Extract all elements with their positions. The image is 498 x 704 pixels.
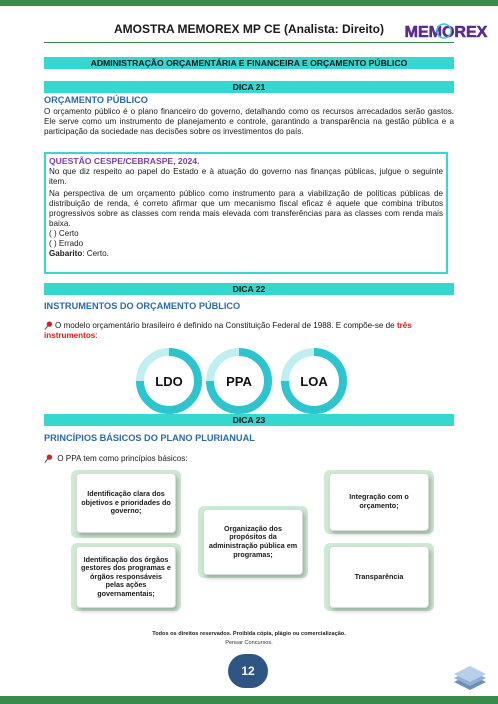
dica-21-bar: DICA 21 <box>44 81 454 93</box>
instrument-ppa-label: PPA <box>226 373 252 389</box>
option-certo: ( ) Certo <box>49 229 79 238</box>
dica-22-text <box>44 321 454 341</box>
pushpin-icon <box>44 454 53 463</box>
question-statement: Na perspectiva de um orçamento público como instrumento para a viabilização de políticas públicas de distribuição de renda, é correto afirmar que um mecanismo fiscal eficaz é aquele que combina tributos progressivos sobre as classes com renda mais elevada com transferências para as classes com renda mais baixa. <box>49 189 443 228</box>
dica-21-text: O orçamento público é o plano financeiro do governo, detalhando como os recursos arrecadados serão gastos. Ele serve como um instrumento de planejamento e controle, garantindo a transparência na gestão pública e a participação da sociedade nas decisões sobre os investimentos do país. <box>44 107 454 137</box>
dica-22-heading: INSTRUMENTOS DO ORÇAMENTO PÚBLICO <box>44 301 241 311</box>
footer-brand: Pensar Concursos. <box>225 640 273 646</box>
answer-label: Gabarito <box>49 249 83 258</box>
title-underline <box>44 42 454 43</box>
answer-value: : Certo. <box>82 249 109 258</box>
instrument-ppa <box>203 345 275 417</box>
dica-22-highlight: três instrumentos <box>44 321 412 341</box>
page-title: AMOSTRA MEMOREX MP CE (Analista: Direito) <box>113 22 385 36</box>
stacked-books-icon <box>450 662 490 692</box>
memorex-logo <box>400 14 492 48</box>
instrument-loa-label: LOA <box>300 373 328 389</box>
instrument-ldo <box>133 345 205 417</box>
footer-rights: Todos os direitos reservados. Proibida cópia, plágio ou comercialização. <box>152 631 346 637</box>
bottom-green-bar <box>0 696 498 704</box>
page-number: 12 <box>228 654 268 688</box>
question-title: QUESTÃO CESPE/CEBRASPE, 2024. <box>49 156 200 166</box>
dica-22-bar: DICA 22 <box>44 283 454 295</box>
section-bar: ADMINISTRAÇÃO ORÇAMENTÁRIA E FINANCEIRA E ORÇAMENTO PÚBLICO <box>44 57 454 69</box>
principle-box-4: Integração com o orçamento; <box>329 473 429 531</box>
top-green-bar <box>0 0 498 6</box>
dica-22-text-before: O modelo orçamentário brasileiro é definido na Constituição Federal de 1988. E compõe-se de <box>55 321 397 330</box>
dica-23-heading: PRINCÍPIOS BÁSICOS DO PLANO PLURIANUAL <box>44 433 255 443</box>
dica-22-text-after: : <box>95 331 98 341</box>
question-intro: No que diz respeito ao papel do Estado e à atuação do governo nas finanças públicas, julgue o seguinte item. <box>49 167 443 186</box>
dica-21-heading: ORÇAMENTO PÚBLICO <box>44 95 148 105</box>
logo-text: MEMOREX <box>404 24 488 41</box>
pushpin-icon <box>44 321 53 330</box>
dica-23-intro: O PPA tem como princípios básicos: <box>57 454 188 463</box>
principle-box-5: Transparência <box>329 546 429 608</box>
answer-line <box>49 249 443 259</box>
option-errado: ( ) Errado <box>49 239 84 248</box>
question-box <box>44 152 448 274</box>
instrument-ldo-label: LDO <box>155 373 183 389</box>
principle-box-1: Identificação clara dos objetivos e prioridades do governo; <box>76 473 176 533</box>
instrument-loa <box>278 345 350 417</box>
principle-box-2: Identificação dos órgãos gestores dos programas e órgãos responsáveis pelas ações governamentais; <box>76 546 176 608</box>
dica-23-bar: DICA 23 <box>44 414 454 426</box>
dica-23-intro-line <box>44 454 454 464</box>
principle-box-3: Organização dos propósitos da administração pública em programas; <box>203 509 303 575</box>
